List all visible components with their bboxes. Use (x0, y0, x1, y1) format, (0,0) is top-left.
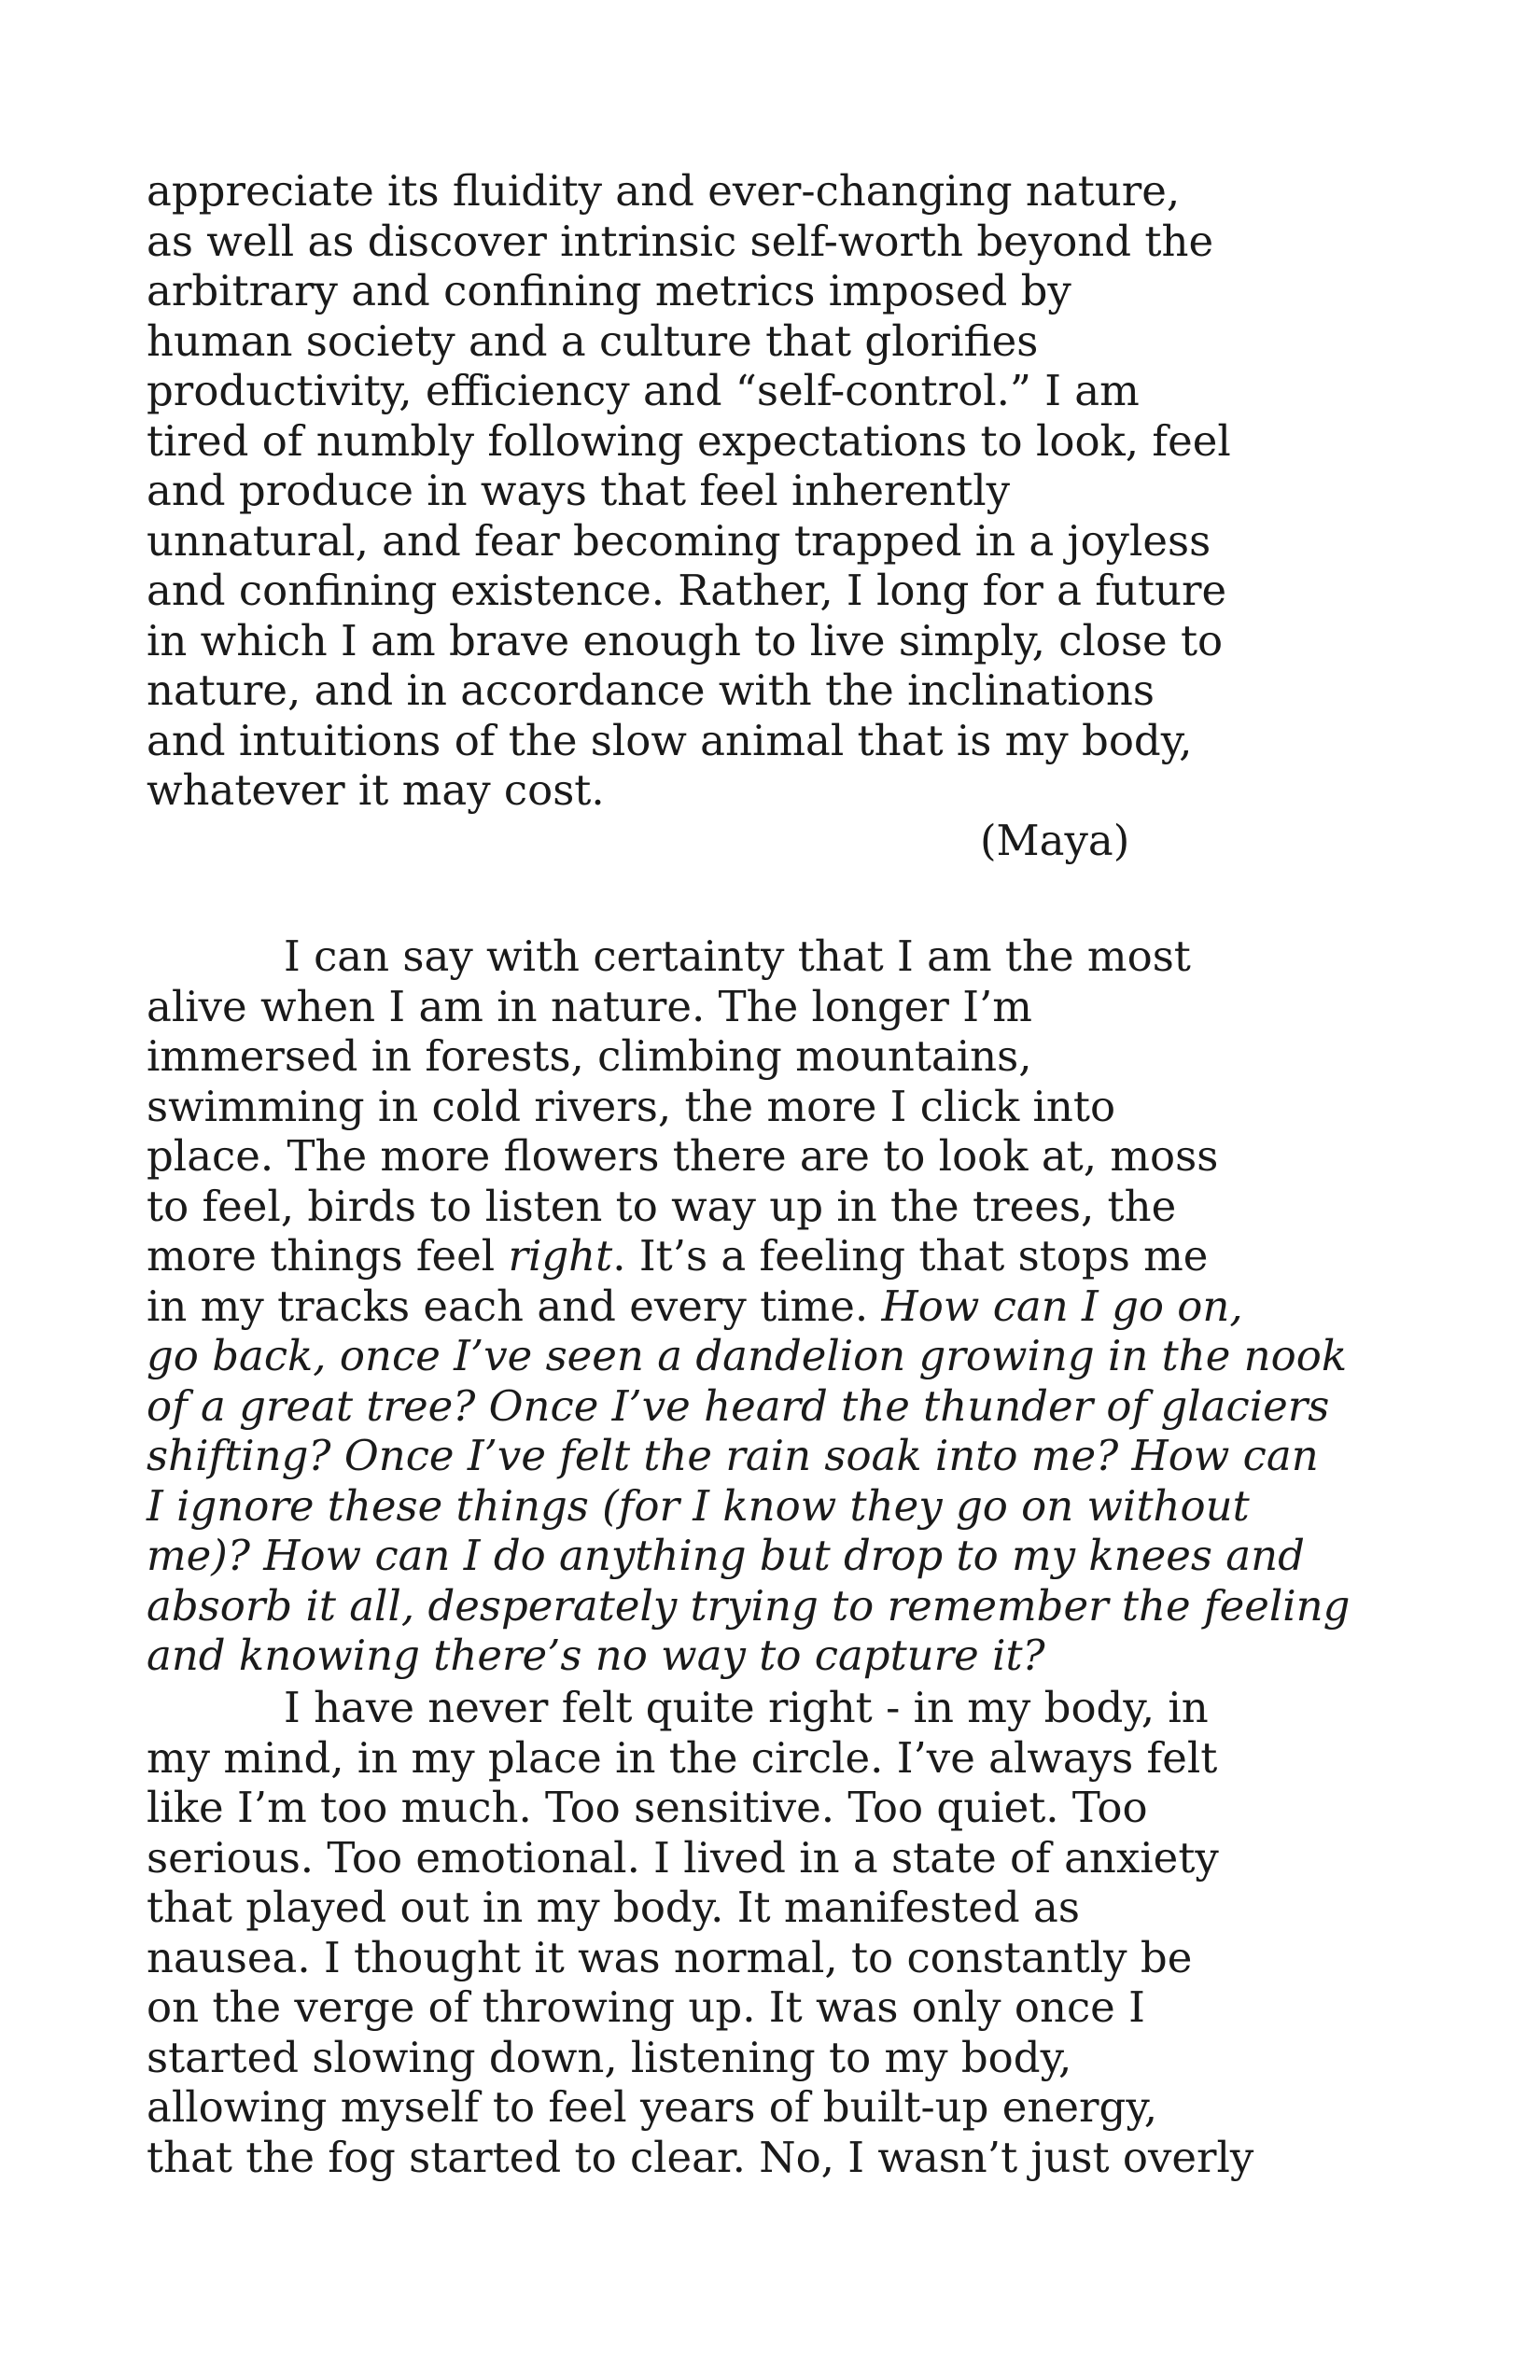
text-line: like I’m too much. Too sensitive. Too quiet. Too (147, 1783, 1148, 1832)
italic-line: of a great tree? Once I’ve heard the thunder of glaciers (147, 1380, 1330, 1431)
text-line: place. The more flowers there are to look at, moss (147, 1131, 1219, 1181)
text-line: started slowing down, listening to my body, (147, 2032, 1072, 2082)
italic-line: I ignore these things (for I know they go on without (147, 1480, 1250, 1531)
paragraph-maya (147, 166, 1397, 865)
italic-line: shifting? Once I’ve felt the rain soak into me? How can (147, 1431, 1319, 1480)
text-line: allowing myself to feel years of built-up energy, (147, 2082, 1158, 2132)
text-line: nature, and in accordance with the inclinations (147, 665, 1155, 715)
text-line: I have never felt quite right - in my body, in (284, 1683, 1209, 1732)
text-line: and intuitions of the slow animal that is my body, (147, 715, 1193, 765)
text-line: that the fog started to clear. No, I wasn’t just overly (147, 2132, 1254, 2182)
text-line: human society and a culture that glorifies (147, 315, 1039, 366)
text-run: . It’s a feeling that stops me (612, 1231, 1209, 1281)
text-line: and confining existence. Rather, I long for a future (147, 566, 1227, 615)
text-line: that played out in my body. It manifested as (147, 1883, 1080, 1932)
text-line: my mind, in my place in the circle. I’ve always felt (147, 1732, 1218, 1783)
text-line: serious. Too emotional. I lived in a state of anxiety (147, 1832, 1219, 1883)
text-line: alive when I am in nature. The longer I’m (147, 981, 1032, 1031)
text-line: appreciate its fluidity and ever-changing nature, (147, 166, 1181, 216)
text-line (147, 1231, 1397, 1281)
paragraph-nature (147, 931, 1397, 1681)
text-line: to feel, birds to listen to way up in the trees, the (147, 1181, 1177, 1231)
text-line: arbitrary and confining metrics imposed by (147, 266, 1071, 315)
text-line: on the verge of throwing up. It was only once I (147, 1982, 1145, 2032)
text-run: in my tracks each and every time. (147, 1281, 882, 1331)
text-run: more things feel (147, 1231, 509, 1281)
paragraph-body (147, 1683, 1397, 2182)
text-line: whatever it may cost. (147, 765, 605, 815)
text-line: tired of numbly following expectations to look, feel (147, 415, 1231, 466)
text-line: immersed in forests, climbing mountains, (147, 1031, 1032, 1081)
text-line: and produce in ways that feel inherently (147, 466, 1011, 515)
emphasis-text: right (508, 1231, 613, 1281)
text-line: unnatural, and fear becoming trapped in a joyless (147, 515, 1211, 566)
text-line: productivity, efficiency and “self-control.” I am (147, 366, 1140, 415)
text-line (147, 1281, 1397, 1332)
text-line: swimming in cold rivers, the more I click into (147, 1081, 1116, 1131)
text-line: I can say with certainty that I am the most (284, 931, 1191, 981)
italic-line: me)? How can I do anything but drop to my knees and (147, 1531, 1305, 1580)
italic-line: and knowing there’s no way to capture it? (147, 1631, 1045, 1680)
author-signature: (Maya) (980, 815, 1130, 865)
italic-line: absorb it all, desperately trying to remember the feeling (147, 1580, 1351, 1631)
text-line: in which I am brave enough to live simply, close to (147, 615, 1224, 665)
text-line: as well as discover intrinsic self-worth beyond the (147, 216, 1214, 266)
text-line: nausea. I thought it was normal, to constantly be (147, 1932, 1193, 1982)
italic-line: go back, once I’ve seen a dandelion growing in the nook (147, 1331, 1348, 1380)
emphasis-text: How can I go on, (881, 1281, 1243, 1331)
